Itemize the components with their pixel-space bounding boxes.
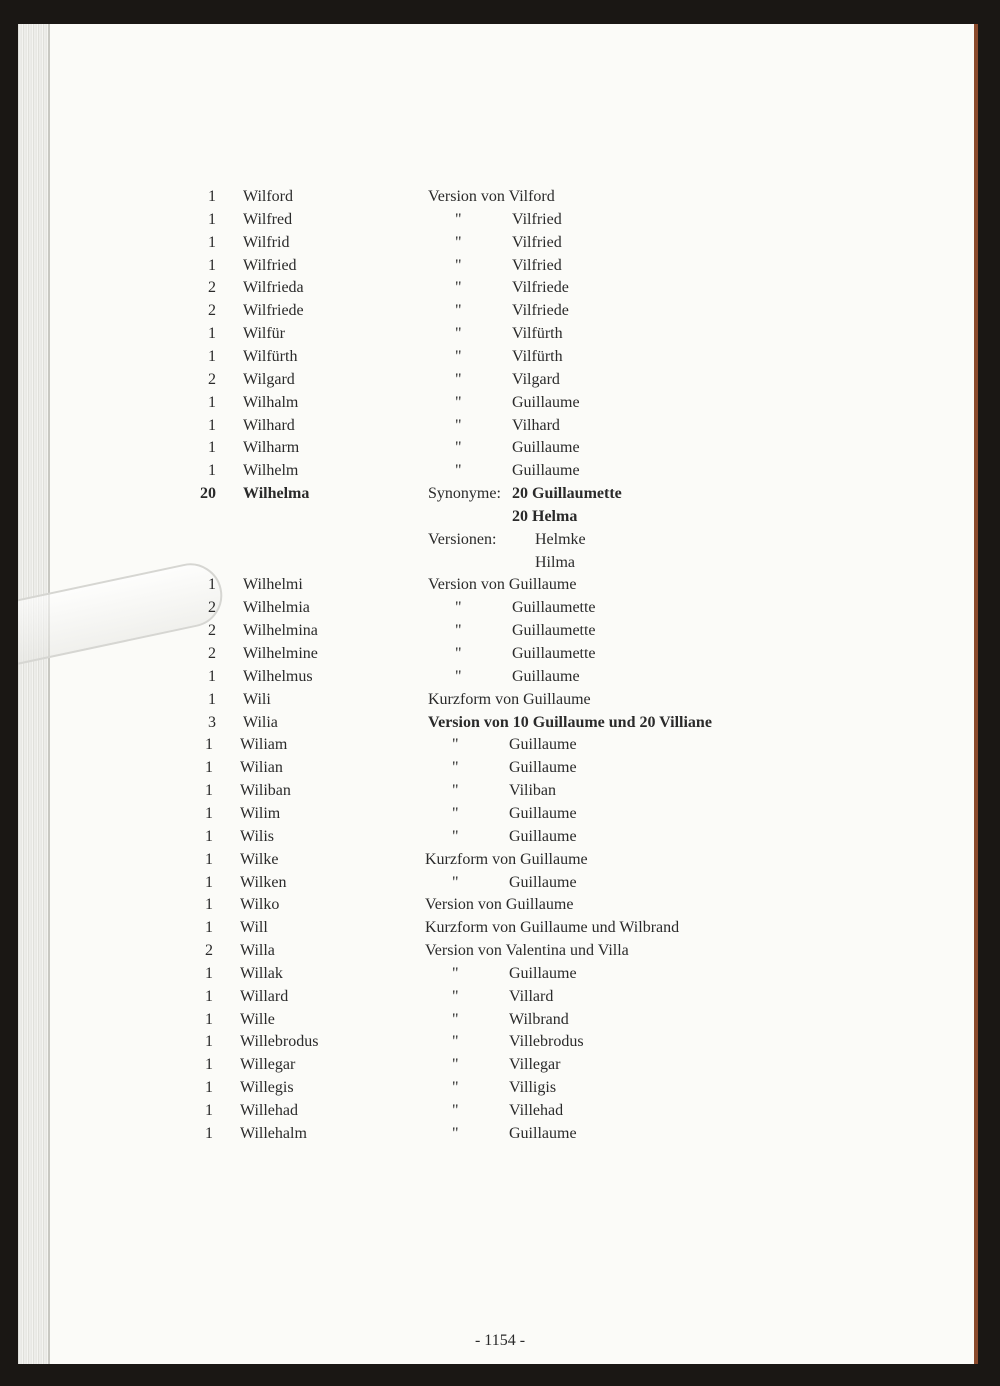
entry-count: 1 <box>205 1079 213 1097</box>
entry-name: Wilfried <box>243 256 297 274</box>
ditto-mark: " <box>455 347 462 365</box>
ditto-mark: " <box>455 393 462 411</box>
list-item <box>0 919 1000 941</box>
entry-count: 1 <box>205 1102 213 1119</box>
entry-count: 1 <box>208 393 216 411</box>
entry-description: Villebrodus <box>509 1033 584 1051</box>
entry-count: 2 <box>208 302 216 320</box>
entry-count: 1 <box>205 1124 213 1142</box>
list-item <box>0 1056 1000 1078</box>
list-item <box>0 371 1000 393</box>
list-item <box>0 1102 1000 1124</box>
entry-description: Synonyme: <box>428 485 501 503</box>
list-item <box>0 1125 1000 1147</box>
entry-name: Willehalm <box>240 1124 307 1142</box>
entry-count: 1 <box>205 919 213 937</box>
entry-count: 1 <box>205 850 213 868</box>
list-item <box>0 988 1000 1010</box>
entry-description: Villard <box>509 987 554 1005</box>
ditto-mark: " <box>452 1056 459 1074</box>
entry-name: Wilhelmina <box>243 622 318 640</box>
entry-count: 1 <box>208 347 216 365</box>
entry-count: 1 <box>208 325 216 343</box>
entry-name: Wilia <box>243 713 278 731</box>
entry-count: 1 <box>208 256 216 274</box>
entry-description: Kurzform von Guillaume <box>428 690 591 708</box>
list-item <box>0 554 1000 576</box>
entry-count: 1 <box>205 964 213 982</box>
list-item <box>0 759 1000 781</box>
entry-description: Versionen: <box>428 530 497 548</box>
entry-name: Wilgard <box>243 370 295 388</box>
entry-count: 1 <box>205 873 213 891</box>
list-item <box>0 828 1000 850</box>
entry-description: Version von Valentina und Villa <box>425 942 629 960</box>
list-item <box>0 874 1000 896</box>
entry-name: Wilhelma <box>243 485 310 503</box>
entry-name: Willegis <box>240 1079 294 1097</box>
entry-description: Vilgard <box>512 370 560 388</box>
entry-name: Wille <box>240 1010 275 1028</box>
list-item <box>0 782 1000 804</box>
entry-count: 1 <box>205 827 213 845</box>
entry-description: Guillaumette <box>512 645 596 662</box>
list-item <box>0 257 1000 279</box>
entry-count: 1 <box>208 233 216 251</box>
entry-count: 2 <box>205 942 213 960</box>
entry-count: 3 <box>208 713 216 731</box>
entry-name: Willebrodus <box>240 1033 319 1051</box>
entry-name: Wilfürth <box>243 347 298 365</box>
ditto-mark: " <box>452 759 459 777</box>
entry-name: Wilfrieda <box>243 279 304 297</box>
list-item <box>0 394 1000 416</box>
entry-description: Guillaume <box>509 759 577 777</box>
entry-name: Wiliban <box>240 782 291 800</box>
entry-description: Version von 10 Guillaume und 20 Villiane <box>428 713 712 731</box>
ditto-mark: " <box>455 302 462 320</box>
ditto-mark: " <box>452 804 459 822</box>
ditto-mark: " <box>452 1079 459 1097</box>
ditto-mark: " <box>455 667 462 685</box>
entry-description: Vilfried <box>512 233 562 251</box>
entry-description: Vilhard <box>512 416 560 434</box>
entry-count: 1 <box>205 987 213 1005</box>
list-item <box>0 576 1000 598</box>
entry-count: 1 <box>208 576 216 594</box>
entry-description: Vilfriede <box>512 279 569 297</box>
entry-description: Vilfürth <box>512 347 563 365</box>
entry-description: Guillaume <box>509 1124 577 1142</box>
entry-name: Wilis <box>240 827 275 845</box>
entry-name: Wilhelmus <box>243 667 313 685</box>
entry-count: 2 <box>208 599 216 617</box>
entry-name: Wilian <box>240 759 283 777</box>
entry-related-name: 20 Helma <box>512 507 578 525</box>
ditto-mark: " <box>452 873 459 891</box>
entry-description: Guillaumette <box>512 622 596 640</box>
entry-count: 1 <box>208 188 216 205</box>
entry-count: 1 <box>208 439 216 457</box>
entry-description: Guillaume <box>509 873 577 891</box>
entry-name: Wilford <box>243 188 294 205</box>
list-item <box>0 805 1000 827</box>
list-item <box>0 851 1000 873</box>
entry-count: 1 <box>208 462 216 480</box>
entry-name: Wilko <box>240 896 280 914</box>
ditto-mark: " <box>455 645 462 662</box>
entry-related-name: Helmke <box>535 530 586 548</box>
ditto-mark: " <box>452 1033 459 1051</box>
ditto-mark: " <box>452 736 459 754</box>
entry-description: Guillaume <box>512 667 580 685</box>
entry-count: 1 <box>205 1033 213 1051</box>
list-item <box>0 942 1000 964</box>
entry-count: 20 <box>200 485 216 503</box>
entry-name: Wilke <box>240 850 279 868</box>
entry-count: 1 <box>208 690 216 708</box>
entry-name: Wiliam <box>240 736 288 754</box>
ditto-mark: " <box>452 827 459 845</box>
entry-description: Guillaumette <box>512 599 596 617</box>
ditto-mark: " <box>455 622 462 640</box>
entry-description: Version von Guillaume <box>428 576 577 594</box>
entry-name: Wilhalm <box>243 393 299 411</box>
entry-count: 1 <box>208 210 216 228</box>
entry-name: Wili <box>243 690 271 708</box>
entry-related-name: Hilma <box>535 553 575 571</box>
entry-name: Wilhelmine <box>243 645 318 662</box>
ditto-mark: " <box>455 462 462 480</box>
list-item <box>0 279 1000 301</box>
entry-description: Kurzform von Guillaume und Wilbrand <box>425 919 680 937</box>
list-item <box>0 599 1000 621</box>
entry-description: Wilbrand <box>509 1010 569 1028</box>
list-item <box>0 211 1000 233</box>
ditto-mark: " <box>452 782 459 800</box>
entry-name: Wilim <box>240 804 281 822</box>
ditto-mark: " <box>452 1102 459 1119</box>
entry-count: 2 <box>208 279 216 297</box>
ditto-mark: " <box>455 599 462 617</box>
entry-description: Guillaume <box>512 462 580 480</box>
list-item <box>0 302 1000 324</box>
entry-count: 1 <box>205 782 213 800</box>
ditto-mark: " <box>452 964 459 982</box>
list-item <box>0 714 1000 736</box>
page-number: - 1154 - <box>474 1332 526 1349</box>
list-item <box>0 1079 1000 1101</box>
entry-name: Willehad <box>240 1102 298 1119</box>
entry-description: Vilfürth <box>512 325 563 343</box>
list-item <box>0 531 1000 553</box>
list-item <box>0 896 1000 918</box>
entry-name: Wilfrid <box>243 233 290 251</box>
entry-description: Guillaume <box>509 964 577 982</box>
ditto-mark: " <box>452 1124 459 1142</box>
list-item <box>0 417 1000 439</box>
entry-name: Wilhard <box>243 416 295 434</box>
entry-count: 2 <box>208 370 216 388</box>
entry-name: Wilfür <box>243 325 286 343</box>
list-item <box>0 188 1000 210</box>
entry-description: Vilfried <box>512 210 562 228</box>
entry-count: 1 <box>205 759 213 777</box>
entry-count: 2 <box>208 622 216 640</box>
entry-description: Kurzform von Guillaume <box>425 850 588 868</box>
ditto-mark: " <box>452 987 459 1005</box>
entry-description: Guillaume <box>509 804 577 822</box>
ditto-mark: " <box>452 1010 459 1028</box>
entry-description: Vilfried <box>512 256 562 274</box>
list-item <box>0 736 1000 758</box>
ditto-mark: " <box>455 439 462 457</box>
entry-description: Guillaume <box>512 393 580 411</box>
entry-description: Guillaume <box>509 827 577 845</box>
list-item <box>0 645 1000 667</box>
list-item <box>0 691 1000 713</box>
ditto-mark: " <box>455 279 462 297</box>
entry-name: Wilhelm <box>243 462 299 480</box>
entry-name: Wilhelmi <box>243 576 303 594</box>
entry-name: Will <box>240 919 268 937</box>
entry-description: Version von Vilford <box>428 188 555 205</box>
ditto-mark: " <box>455 210 462 228</box>
list-item <box>0 325 1000 347</box>
entry-description: Version von Guillaume <box>425 896 574 914</box>
entry-count: 1 <box>205 896 213 914</box>
list-item <box>0 508 1000 530</box>
list-item <box>0 965 1000 987</box>
entry-count: 1 <box>205 1010 213 1028</box>
entry-description: Villegar <box>509 1056 561 1074</box>
entry-related-name: 20 Guillaumette <box>512 485 622 503</box>
entry-name: Willegar <box>240 1056 296 1074</box>
entry-count: 1 <box>205 804 213 822</box>
entry-count: 1 <box>205 736 213 754</box>
list-item <box>0 348 1000 370</box>
list-item <box>0 668 1000 690</box>
list-item <box>0 622 1000 644</box>
ditto-mark: " <box>455 325 462 343</box>
ditto-mark: " <box>455 416 462 434</box>
list-item <box>0 1033 1000 1055</box>
entry-count: 1 <box>208 667 216 685</box>
entry-name: Wilharm <box>243 439 300 457</box>
entry-description: Vilfriede <box>512 302 569 320</box>
entry-description: Villehad <box>509 1102 564 1119</box>
ditto-mark: " <box>455 256 462 274</box>
list-item <box>0 485 1000 507</box>
ditto-mark: " <box>455 233 462 251</box>
entry-name: Wilken <box>240 873 287 891</box>
entry-description: Viliban <box>509 782 557 800</box>
list-item <box>0 1011 1000 1033</box>
entry-count: 1 <box>205 1056 213 1074</box>
entry-name: Wilhelmia <box>243 599 310 617</box>
entry-count: 2 <box>208 645 216 662</box>
entry-name: Willak <box>240 964 283 982</box>
ditto-mark: " <box>455 370 462 388</box>
entry-name: Wilfred <box>243 210 293 228</box>
entry-name: Wilfriede <box>243 302 304 320</box>
entry-description: Guillaume <box>509 736 577 754</box>
list-item <box>0 462 1000 484</box>
entry-name: Willard <box>240 987 289 1005</box>
entry-count: 1 <box>208 416 216 434</box>
entry-name: Willa <box>240 942 275 960</box>
entry-description: Guillaume <box>512 439 580 457</box>
list-item <box>0 439 1000 461</box>
list-item <box>0 234 1000 256</box>
entry-description: Villigis <box>509 1079 557 1097</box>
